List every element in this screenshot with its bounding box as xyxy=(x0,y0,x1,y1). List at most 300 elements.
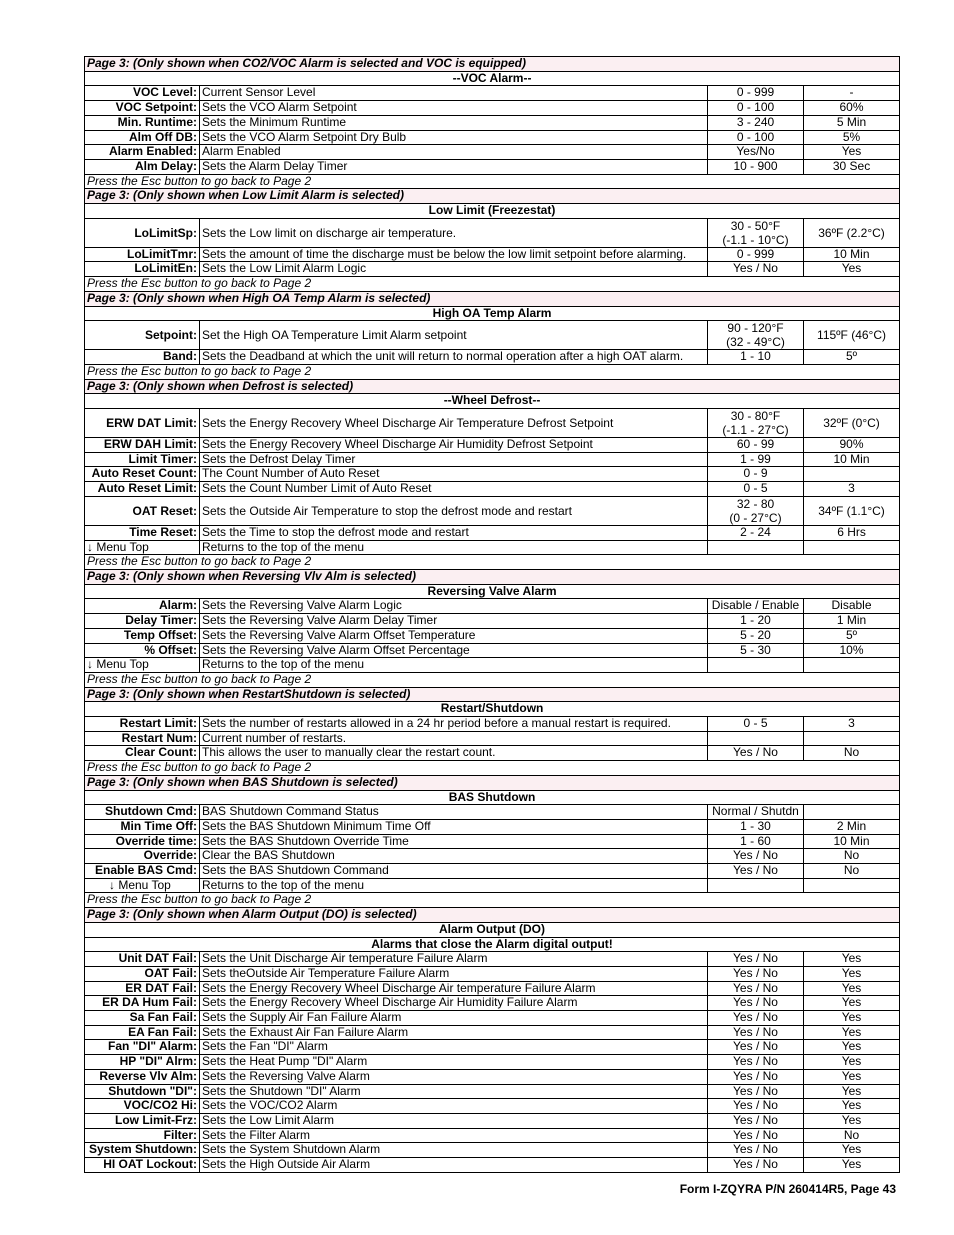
setting-range xyxy=(708,86,804,101)
group-heading: Reversing Valve Alarm xyxy=(85,584,900,599)
setting-description: Sets the Fan "DI" Alarm xyxy=(200,1040,708,1055)
table-row-item xyxy=(85,981,900,996)
setting-label: Shutdown Cmd: xyxy=(85,805,200,820)
table-row-note xyxy=(85,672,900,687)
setting-description: Sets the BAS Shutdown Command xyxy=(200,864,708,879)
setting-range xyxy=(708,467,804,482)
setting-range-value: 1 - 10 xyxy=(740,349,771,364)
esc-note: Press the Esc button to go back to Page 2 xyxy=(85,761,900,776)
table-row-item xyxy=(85,452,900,467)
table-row-section xyxy=(85,775,900,790)
setting-default: 30 Sec xyxy=(804,159,900,174)
table-row-item xyxy=(85,438,900,453)
setting-range-value: 30 - 80°F xyxy=(730,409,781,424)
setting-label: Unit DAT Fail: xyxy=(85,952,200,967)
setting-label: Min. Runtime: xyxy=(85,115,200,130)
section-title: Page 3: (Only shown when High OA Temp Alarm is selected) xyxy=(85,291,900,306)
setting-description: Returns to the top of the menu xyxy=(200,658,708,673)
setting-range xyxy=(708,614,804,629)
setting-range xyxy=(708,1055,804,1070)
setting-description: Sets the Low limit on discharge air temperature. xyxy=(200,218,708,247)
setting-description: Sets the Energy Recovery Wheel Discharge Air Temperature Defrost Setpoint xyxy=(200,409,708,438)
table-row-item xyxy=(85,101,900,116)
esc-note: Press the Esc button to go back to Page 2 xyxy=(85,277,900,292)
setting-description: Sets the Energy Recovery Wheel Discharge Air Humidity Failure Alarm xyxy=(200,996,708,1011)
setting-range-value: Yes / No xyxy=(733,1084,778,1098)
setting-range xyxy=(708,1158,804,1173)
table-row-item xyxy=(85,1040,900,1055)
setting-range xyxy=(708,849,804,864)
setting-default: Yes xyxy=(804,1055,900,1070)
setting-label: Alarm Enabled: xyxy=(85,145,200,160)
setting-range xyxy=(708,1128,804,1143)
setting-description: Sets the Low Limit Alarm Logic xyxy=(200,262,708,277)
setting-label: VOC/CO2 Hi: xyxy=(85,1099,200,1114)
setting-label: Setpoint: xyxy=(85,321,200,350)
setting-range-value: 3 - 240 xyxy=(736,115,775,129)
setting-range-value: 2 - 24 xyxy=(740,525,771,539)
setting-description: Sets the Reversing Valve Alarm Offset Percentage xyxy=(200,643,708,658)
setting-range-value: 0 - 9 xyxy=(743,466,768,481)
setting-default: 5 Min xyxy=(804,115,900,130)
table-row-heading xyxy=(85,204,900,219)
setting-range xyxy=(708,658,804,673)
setting-default: 10 Min xyxy=(804,452,900,467)
table-row-note xyxy=(85,893,900,908)
setting-range xyxy=(708,321,804,350)
setting-default: 10% xyxy=(804,643,900,658)
setting-range xyxy=(708,496,804,525)
setting-label: Temp Offset: xyxy=(85,628,200,643)
setting-range-value: Yes / No xyxy=(733,1025,778,1039)
table-row-heading xyxy=(85,937,900,952)
setting-description: Sets the Unit Discharge Air temperature Failure Alarm xyxy=(200,952,708,967)
settings-table xyxy=(84,56,900,1173)
table-row-heading xyxy=(85,790,900,805)
table-row-item xyxy=(85,467,900,482)
setting-default: 10 Min xyxy=(804,247,900,262)
group-heading: Alarm Output (DO) xyxy=(85,922,900,937)
setting-description: Returns to the top of the menu xyxy=(200,878,708,893)
setting-default xyxy=(804,878,900,893)
settings-table-body xyxy=(85,57,900,1173)
setting-range xyxy=(708,643,804,658)
setting-default: Yes xyxy=(804,1069,900,1084)
setting-default: 3 xyxy=(804,717,900,732)
setting-description: Sets the Outside Air Temperature to stop the defrost mode and restart xyxy=(200,496,708,525)
esc-note: Press the Esc button to go back to Page 2 xyxy=(85,174,900,189)
setting-label: LoLimitEn: xyxy=(85,262,200,277)
setting-range xyxy=(708,996,804,1011)
section-title: Page 3: (Only shown when Reversing Vlv Alm is selected) xyxy=(85,569,900,584)
setting-range-value: 0 - 100 xyxy=(736,100,775,115)
setting-description: Sets the Energy Recovery Wheel Discharge Air Humidity Defrost Setpoint xyxy=(200,438,708,453)
table-row-item xyxy=(85,966,900,981)
table-row-item xyxy=(85,614,900,629)
setting-description: Sets the Low Limit Alarm xyxy=(200,1114,708,1129)
setting-label: Limit Timer: xyxy=(85,452,200,467)
setting-default: Yes xyxy=(804,952,900,967)
setting-range-value: 1 - 99 xyxy=(740,452,771,466)
setting-description: Sets the Filter Alarm xyxy=(200,1128,708,1143)
setting-label: Sa Fan Fail: xyxy=(85,1011,200,1026)
setting-range xyxy=(708,1069,804,1084)
setting-default: Yes xyxy=(804,1099,900,1114)
setting-default: 3 xyxy=(804,482,900,497)
table-row-note xyxy=(85,555,900,570)
setting-range-value: 0 - 5 xyxy=(743,716,768,731)
section-title: Page 3: (Only shown when Defrost is selected) xyxy=(85,379,900,394)
table-row-item xyxy=(85,262,900,277)
setting-range-metric: (-1.1 - 27°C) xyxy=(722,423,789,438)
table-row-section xyxy=(85,569,900,584)
setting-range xyxy=(708,1025,804,1040)
setting-default: 32ºF (0°C) xyxy=(804,409,900,438)
table-row-item xyxy=(85,1128,900,1143)
table-row-item xyxy=(85,834,900,849)
setting-default: Yes xyxy=(804,1158,900,1173)
table-row-heading xyxy=(85,922,900,937)
setting-default xyxy=(804,467,900,482)
setting-default: Yes xyxy=(804,996,900,1011)
table-row-item xyxy=(85,1025,900,1040)
setting-description: Sets theOutside Air Temperature Failure Alarm xyxy=(200,966,708,981)
setting-range-value: 1 - 60 xyxy=(740,834,771,848)
setting-range xyxy=(708,262,804,277)
table-row-heading xyxy=(85,702,900,717)
setting-range-value: Yes / No xyxy=(733,995,778,1010)
group-heading: High OA Temp Alarm xyxy=(85,306,900,321)
table-row-note xyxy=(85,761,900,776)
setting-range xyxy=(708,981,804,996)
table-row-section xyxy=(85,908,900,923)
setting-label: Filter: xyxy=(85,1128,200,1143)
table-row-item xyxy=(85,1099,900,1114)
setting-description: Current number of restarts. xyxy=(200,731,708,746)
setting-range xyxy=(708,1011,804,1026)
table-row-menu2 xyxy=(85,878,900,893)
section-title: Page 3: (Only shown when CO2/VOC Alarm is selected and VOC is equipped) xyxy=(85,57,900,72)
setting-range-value: Yes / No xyxy=(733,1010,778,1025)
setting-description: Sets the Time to stop the defrost mode and restart xyxy=(200,525,708,540)
setting-default: 10 Min xyxy=(804,834,900,849)
setting-range-value: Yes / No xyxy=(733,1142,778,1157)
setting-label: EA Fan Fail: xyxy=(85,1025,200,1040)
esc-note: Press the Esc button to go back to Page 2 xyxy=(85,893,900,908)
section-title: Page 3: (Only shown when Low Limit Alarm is selected) xyxy=(85,189,900,204)
setting-range-value: 5 - 20 xyxy=(740,628,771,642)
setting-range xyxy=(708,878,804,893)
table-row-item xyxy=(85,1158,900,1173)
setting-description: The Count Number of Auto Reset xyxy=(200,467,708,482)
setting-label: Reverse Vlv Alm: xyxy=(85,1069,200,1084)
setting-description: Sets the amount of time the discharge must be below the low limit setpoint before alarming. xyxy=(200,247,708,262)
table-row-item xyxy=(85,350,900,365)
setting-default: Yes xyxy=(804,981,900,996)
setting-description: Sets the Shutdown "DI" Alarm xyxy=(200,1084,708,1099)
setting-label: Enable BAS Cmd: xyxy=(85,864,200,879)
setting-description: Alarm Enabled xyxy=(200,145,708,160)
setting-range xyxy=(708,952,804,967)
menu-top-link: ↓ Menu Top xyxy=(85,540,200,555)
table-row-section xyxy=(85,379,900,394)
setting-description: Sets the Deadband at which the unit will return to normal operation after a high OAT alarm. xyxy=(200,350,708,365)
setting-default: No xyxy=(804,864,900,879)
table-row-item xyxy=(85,86,900,101)
table-row-heading xyxy=(85,394,900,409)
esc-note: Press the Esc button to go back to Page 2 xyxy=(85,364,900,379)
setting-range xyxy=(708,746,804,761)
setting-range xyxy=(708,599,804,614)
setting-description: Sets the VOC/CO2 Alarm xyxy=(200,1099,708,1114)
setting-label: ERW DAT Limit: xyxy=(85,409,200,438)
menu-top-link: ↓ Menu Top xyxy=(85,878,200,893)
setting-range-value: 32 - 80 xyxy=(736,496,775,511)
setting-default: No xyxy=(804,849,900,864)
table-row-heading xyxy=(85,71,900,86)
table-row-item xyxy=(85,409,900,438)
table-row-item xyxy=(85,321,900,350)
page-footer: Form I-ZQYRA P/N 260414R5, Page 43 xyxy=(679,1182,896,1196)
setting-description: Sets the Count Number Limit of Auto Reset xyxy=(200,482,708,497)
setting-description: This allows the user to manually clear the restart count. xyxy=(200,746,708,761)
table-row-section xyxy=(85,189,900,204)
table-row-item xyxy=(85,819,900,834)
setting-range-value: Yes / No xyxy=(733,1054,778,1069)
group-heading: --Wheel Defrost-- xyxy=(85,394,900,409)
table-row-item xyxy=(85,746,900,761)
setting-default: Yes xyxy=(804,1025,900,1040)
setting-description: Sets the BAS Shutdown Minimum Time Off xyxy=(200,819,708,834)
setting-range xyxy=(708,452,804,467)
setting-range-metric: (-1.1 - 10°C) xyxy=(722,232,789,247)
setting-default xyxy=(804,805,900,820)
table-row-item xyxy=(85,643,900,658)
setting-description: Sets the Energy Recovery Wheel Discharge Air temperature Failure Alarm xyxy=(200,981,708,996)
setting-label: Override time: xyxy=(85,834,200,849)
setting-range xyxy=(708,1040,804,1055)
esc-note: Press the Esc button to go back to Page 2 xyxy=(85,672,900,687)
setting-range-value: Yes / No xyxy=(733,1098,778,1113)
section-title: Page 3: (Only shown when BAS Shutdown is selected) xyxy=(85,775,900,790)
setting-range xyxy=(708,966,804,981)
setting-range-value: 5 - 30 xyxy=(740,643,771,657)
setting-range-value: Yes / No xyxy=(733,981,778,995)
table-row-item xyxy=(85,1055,900,1070)
setting-default: 6 Hrs xyxy=(804,525,900,540)
table-row-heading xyxy=(85,584,900,599)
setting-description: Sets the Reversing Valve Alarm Offset Temperature xyxy=(200,628,708,643)
setting-description: Current Sensor Level xyxy=(200,86,708,101)
setting-default: 2 Min xyxy=(804,819,900,834)
table-row-item xyxy=(85,145,900,160)
group-heading: Restart/Shutdown xyxy=(85,702,900,717)
setting-label: ERW DAH Limit: xyxy=(85,438,200,453)
table-row-item xyxy=(85,849,900,864)
setting-range-value: Yes / No xyxy=(733,951,778,966)
table-row-heading xyxy=(85,306,900,321)
setting-default xyxy=(804,658,900,673)
setting-range-value: 1 - 20 xyxy=(740,613,771,628)
setting-range xyxy=(708,1084,804,1099)
setting-range xyxy=(708,218,804,247)
setting-label: Clear Count: xyxy=(85,746,200,761)
setting-default: 60% xyxy=(804,101,900,116)
setting-default: Yes xyxy=(804,1114,900,1129)
setting-label: Shutdown "DI": xyxy=(85,1084,200,1099)
setting-label: Override: xyxy=(85,849,200,864)
setting-range-metric: (32 - 49°C) xyxy=(726,335,785,350)
setting-range xyxy=(708,805,804,820)
setting-default: 5º xyxy=(804,350,900,365)
setting-range-value: Yes / No xyxy=(733,1039,778,1054)
setting-default: Yes xyxy=(804,145,900,160)
setting-label: ER DAT Fail: xyxy=(85,981,200,996)
setting-label: HI OAT Lockout: xyxy=(85,1158,200,1173)
setting-description: Sets the BAS Shutdown Override Time xyxy=(200,834,708,849)
setting-range xyxy=(708,159,804,174)
setting-range xyxy=(708,834,804,849)
setting-label: Low Limit-Frz: xyxy=(85,1114,200,1129)
setting-range-value: 30 - 50°F xyxy=(730,218,781,233)
table-row-note xyxy=(85,174,900,189)
setting-default: No xyxy=(804,746,900,761)
setting-range-value: Disable / Enable xyxy=(711,598,800,613)
setting-description: Sets the Alarm Delay Timer xyxy=(200,159,708,174)
setting-description: Sets the Heat Pump "DI" Alarm xyxy=(200,1055,708,1070)
group-heading: BAS Shutdown xyxy=(85,790,900,805)
setting-description: Sets the System Shutdown Alarm xyxy=(200,1143,708,1158)
setting-range-value: 0 - 999 xyxy=(736,247,775,261)
table-row-item xyxy=(85,864,900,879)
setting-range xyxy=(708,540,804,555)
setting-label: % Offset: xyxy=(85,643,200,658)
setting-label: VOC Level: xyxy=(85,86,200,101)
setting-range-value: Yes / No xyxy=(733,1128,778,1142)
setting-description: BAS Shutdown Command Status xyxy=(200,805,708,820)
table-row-item xyxy=(85,1114,900,1129)
setting-range-value: 90 - 120°F xyxy=(727,321,784,336)
table-row-item xyxy=(85,805,900,820)
setting-range-value: Yes / No xyxy=(733,863,778,878)
group-heading: Low Limit (Freezestat) xyxy=(85,204,900,219)
setting-range-value: Yes / No xyxy=(733,966,778,980)
setting-range-value: 0 - 999 xyxy=(736,85,775,100)
table-row-item xyxy=(85,717,900,732)
setting-default: No xyxy=(804,1128,900,1143)
setting-range-value: 0 - 100 xyxy=(736,130,775,144)
section-title: Page 3: (Only shown when RestartShutdown is selected) xyxy=(85,687,900,702)
setting-default: Yes xyxy=(804,1011,900,1026)
setting-range xyxy=(708,864,804,879)
setting-label: Alm Off DB: xyxy=(85,130,200,145)
setting-default xyxy=(804,540,900,555)
setting-description: Returns to the top of the menu xyxy=(200,540,708,555)
setting-default: Yes xyxy=(804,966,900,981)
setting-default: 115ºF (46°C) xyxy=(804,321,900,350)
setting-label: HP "DI" Alrm: xyxy=(85,1055,200,1070)
setting-range-value: Yes / No xyxy=(733,261,778,276)
setting-default: 36ºF (2.2°C) xyxy=(804,218,900,247)
setting-range-value: Yes / No xyxy=(733,745,778,760)
setting-label: Fan "DI" Alarm: xyxy=(85,1040,200,1055)
setting-range-value: 10 - 900 xyxy=(733,159,778,173)
setting-range-value: Yes / No xyxy=(733,1069,778,1083)
setting-range xyxy=(708,819,804,834)
table-row-section xyxy=(85,687,900,702)
setting-range xyxy=(708,130,804,145)
table-row-item xyxy=(85,496,900,525)
setting-default: Yes xyxy=(804,1143,900,1158)
setting-description: Sets the Reversing Valve Alarm Logic xyxy=(200,599,708,614)
setting-label: LoLimitTmr: xyxy=(85,247,200,262)
table-row-menu xyxy=(85,658,900,673)
group-heading: Alarms that close the Alarm digital output! xyxy=(85,937,900,952)
table-row-item xyxy=(85,1069,900,1084)
setting-default: Yes xyxy=(804,1040,900,1055)
setting-description: Sets the number of restarts allowed in a 24 hr period before a manual restart is required. xyxy=(200,717,708,732)
setting-label: OAT Fail: xyxy=(85,966,200,981)
table-row-section xyxy=(85,291,900,306)
setting-description: Set the High OA Temperature Limit Alarm setpoint xyxy=(200,321,708,350)
setting-range xyxy=(708,628,804,643)
setting-label: Restart Num: xyxy=(85,731,200,746)
setting-label: Auto Reset Limit: xyxy=(85,482,200,497)
setting-range-value: Yes/No xyxy=(736,144,775,159)
setting-range xyxy=(708,115,804,130)
setting-range xyxy=(708,731,804,746)
setting-range xyxy=(708,1099,804,1114)
table-row-section xyxy=(85,57,900,72)
setting-range xyxy=(708,1114,804,1129)
setting-default: 90% xyxy=(804,438,900,453)
table-row-item xyxy=(85,247,900,262)
table-row-item xyxy=(85,731,900,746)
table-row-item xyxy=(85,130,900,145)
setting-label: ER DA Hum Fail: xyxy=(85,996,200,1011)
table-row-item xyxy=(85,1011,900,1026)
setting-default: 5% xyxy=(804,130,900,145)
setting-description: Sets the Reversing Valve Alarm xyxy=(200,1069,708,1084)
setting-default: 1 Min xyxy=(804,614,900,629)
table-row-item xyxy=(85,115,900,130)
setting-range xyxy=(708,247,804,262)
setting-range xyxy=(708,1143,804,1158)
setting-range xyxy=(708,101,804,116)
setting-range-metric: (0 - 27°C) xyxy=(729,510,782,525)
table-row-menu xyxy=(85,540,900,555)
setting-range-value: 0 - 5 xyxy=(743,481,768,496)
table-row-item xyxy=(85,159,900,174)
setting-range-value: Yes / No xyxy=(733,848,778,863)
setting-label: VOC Setpoint: xyxy=(85,101,200,116)
setting-range xyxy=(708,350,804,365)
setting-range xyxy=(708,438,804,453)
setting-range-value: Normal / Shutdn xyxy=(712,804,799,819)
setting-default: Disable xyxy=(804,599,900,614)
setting-label: Band: xyxy=(85,350,200,365)
table-row-item xyxy=(85,525,900,540)
setting-range-value: 1 - 30 xyxy=(740,819,771,833)
menu-top-link: ↓ Menu Top xyxy=(85,658,200,673)
table-row-item xyxy=(85,1143,900,1158)
setting-label: Delay Timer: xyxy=(85,614,200,629)
setting-description: Clear the BAS Shutdown xyxy=(200,849,708,864)
table-row-item xyxy=(85,218,900,247)
setting-default: - xyxy=(804,86,900,101)
setting-description: Sets the VCO Alarm Setpoint Dry Bulb xyxy=(200,130,708,145)
setting-label: Auto Reset Count: xyxy=(85,467,200,482)
